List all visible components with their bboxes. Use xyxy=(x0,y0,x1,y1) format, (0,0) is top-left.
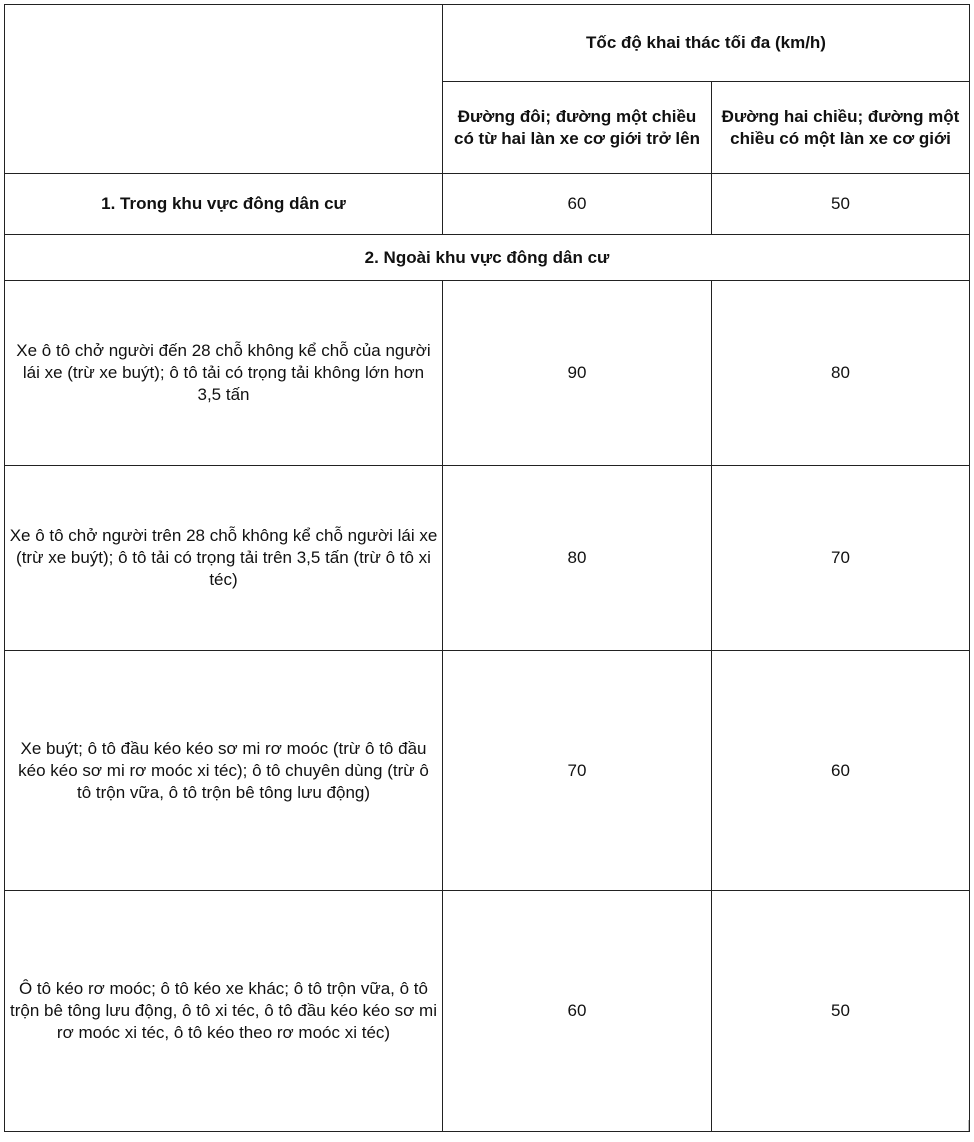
table-row xyxy=(5,466,970,651)
header-divided-road: Đường đôi; đường một chiều có từ hai làn xe cơ giới trở lên xyxy=(443,82,712,174)
two-way-speed-cell: 70 xyxy=(712,466,970,651)
two-way-speed-cell: 60 xyxy=(712,651,970,891)
table-row xyxy=(5,651,970,891)
speed-limit-table xyxy=(4,4,970,1132)
urban-area-row xyxy=(5,174,970,235)
page-edge-mark xyxy=(968,1120,969,1131)
two-way-speed-cell: 80 xyxy=(712,281,970,466)
header-blank-cell xyxy=(5,5,443,174)
two-way-speed-cell: 50 xyxy=(712,891,970,1132)
outside-urban-section-row xyxy=(5,235,970,281)
divided-speed-cell: 80 xyxy=(443,466,712,651)
urban-area-label: 1. Trong khu vực đông dân cư xyxy=(5,174,443,235)
header-two-way-road: Đường hai chiều; đường một chiều có một làn xe cơ giới xyxy=(712,82,970,174)
table-row xyxy=(5,281,970,466)
urban-divided-speed: 60 xyxy=(443,174,712,235)
divided-speed-cell: 60 xyxy=(443,891,712,1132)
urban-two-way-speed: 50 xyxy=(712,174,970,235)
table-row xyxy=(5,891,970,1132)
vehicle-type-cell: Xe ô tô chở người đến 28 chỗ không kể chỗ của người lái xe (trừ xe buýt); ô tô tải có trọng tải không lớn hơn 3,5 tấn xyxy=(5,281,443,466)
vehicle-type-cell: Xe buýt; ô tô đầu kéo kéo sơ mi rơ moóc (trừ ô tô đầu kéo kéo sơ mi rơ moóc xi téc); ô tô chuyên dùng (trừ ô tô trộn vữa, ô tô trộn bê tông lưu động) xyxy=(5,651,443,891)
header-row-group xyxy=(5,5,970,82)
vehicle-type-cell: Xe ô tô chở người trên 28 chỗ không kể chỗ người lái xe (trừ xe buýt); ô tô tải có trọng tải trên 3,5 tấn (trừ ô tô xi téc) xyxy=(5,466,443,651)
divided-speed-cell: 70 xyxy=(443,651,712,891)
divided-speed-cell: 90 xyxy=(443,281,712,466)
header-max-speed-label: Tốc độ khai thác tối đa (km/h) xyxy=(443,5,970,82)
vehicle-type-cell: Ô tô kéo rơ moóc; ô tô kéo xe khác; ô tô trộn vữa, ô tô trộn bê tông lưu động, ô tô xi téc, ô tô đầu kéo kéo sơ mi rơ moóc xi téc, ô tô kéo theo rơ moóc xi téc) xyxy=(5,891,443,1132)
outside-urban-label: 2. Ngoài khu vực đông dân cư xyxy=(5,235,970,281)
